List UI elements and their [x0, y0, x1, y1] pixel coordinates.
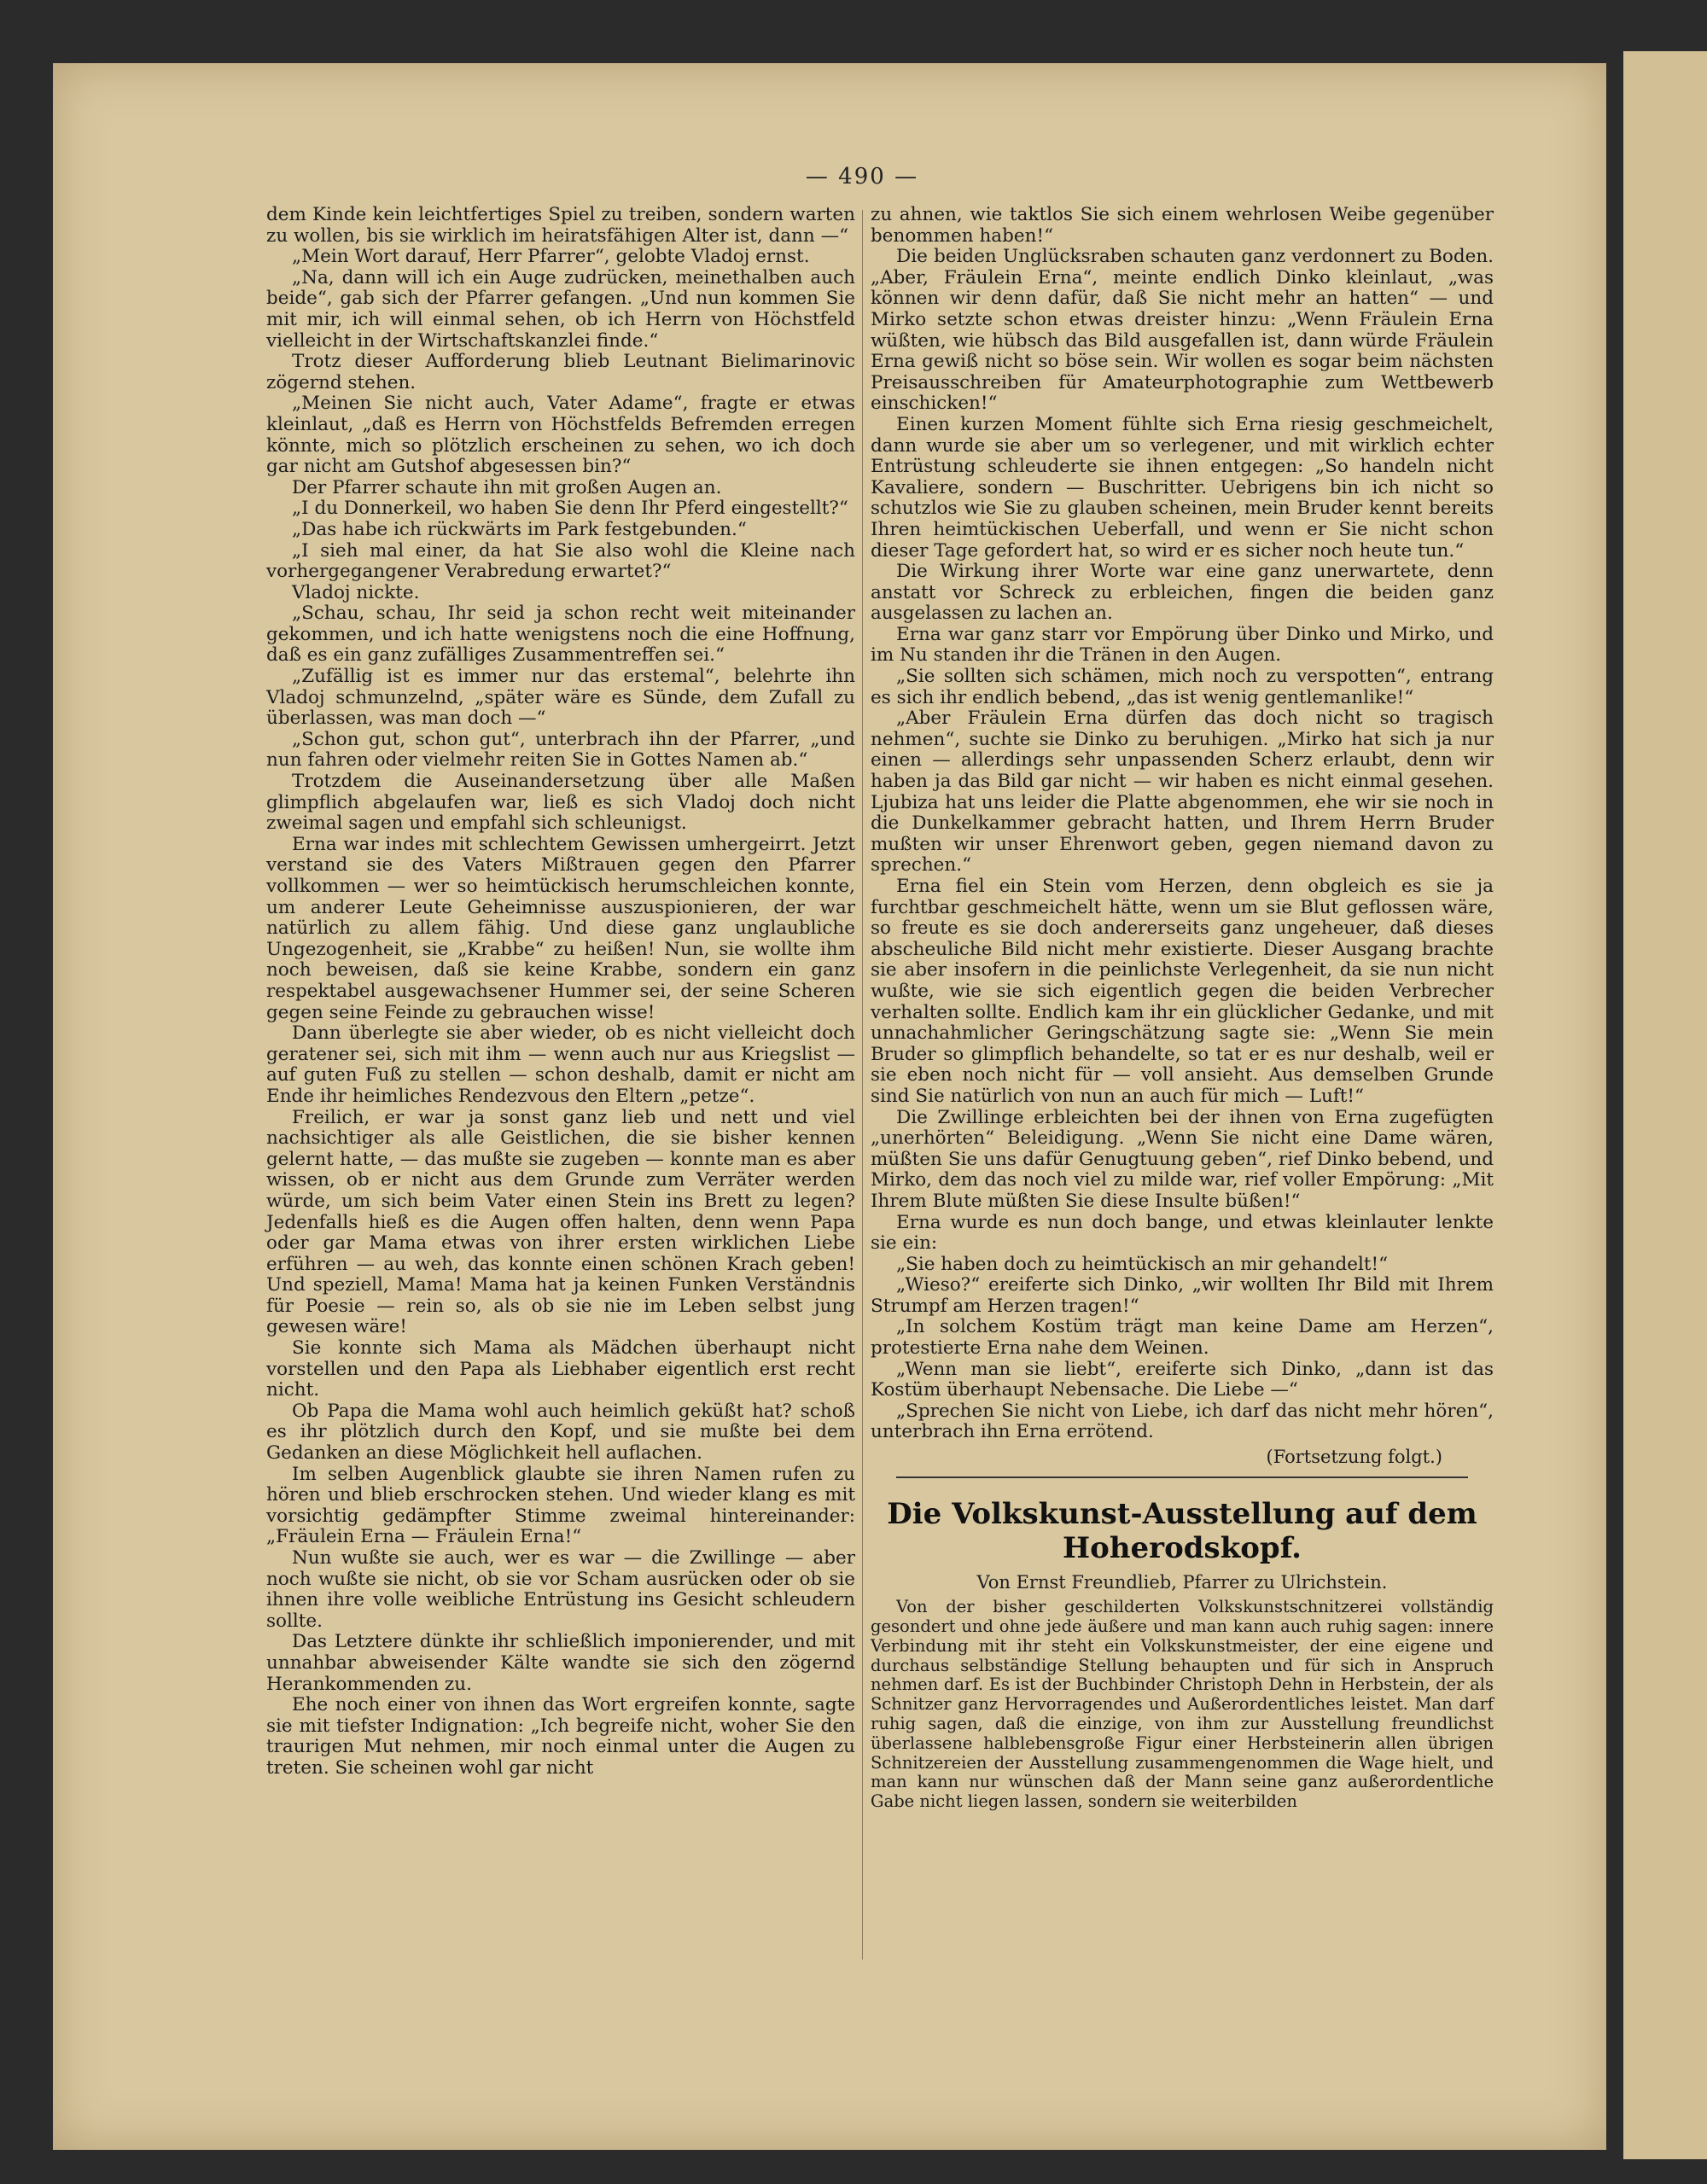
paragraph: Trotz dieser Aufforderung blieb Leutnant Bielimarinovic zögernd stehen. [266, 351, 855, 393]
paragraph: „Zufällig ist es immer nur das erstemal“, belehrte ihn Vladoj schmunzelnd, „später wäre es Sünde, dem Zufall zu überlassen, was man doch —“ [266, 666, 855, 730]
paragraph: Trotzdem die Auseinandersetzung über alle Maßen glimpflich abgelaufen war, ließ es sich Vladoj doch nicht zweimal sagen und empfahl sich schleunigst. [266, 771, 855, 835]
paragraph: „Wieso?“ ereiferte sich Dinko, „wir wollten Ihr Bild mit Ihrem Strumpf am Herzen tragen!“ [871, 1274, 1494, 1317]
paragraph: „I du Donnerkeil, wo haben Sie denn Ihr Pferd eingestellt?“ [292, 498, 848, 520]
paragraph: Einen kurzen Moment fühlte sich Erna riesig geschmeichelt, dann wurde sie aber um so verlegener, und mit wirklich echter Entrüstung schleuderte sie ihnen entgegen: „So handeln nicht Kavaliere, sondern — Buschritter. Uebrigens bin ich nicht so schutzlos wie Sie zu glauben scheinen, mein Bruder kennt bereits Ihren heimtückischen Ueberfall, und wenn er Sie nicht schon dieser Tage gefordert hat, so wird er es sicher noch heute tun.“ [871, 413, 1494, 562]
paragraph: „Sprechen Sie nicht von Liebe, ich darf das nicht mehr hören“, unterbrach ihn Erna errötend. [871, 1400, 1494, 1443]
article-title: Die Volkskunst-Ausstellung auf dem Hoherodskopf. [887, 1496, 1477, 1565]
article-byline: Von Ernst Freundlieb, Pfarrer zu Ulrichstein. [976, 1571, 1388, 1593]
paragraph: Nun wußte sie auch, wer es war — die Zwillinge — aber noch wußte sie nicht, ob sie vor Scham ausrücken oder ob sie ihnen ihre volle weibliche Entrüstung ins Gesicht schleudern sollte. [266, 1547, 855, 1632]
paragraph: Die Zwillinge erbleichten bei der ihnen von Erna zugefügten „unerhörten“ Beleidigung. „Wenn Sie nicht eine Dame wären, müßten Sie uns dafür Genugtuung geben“, rief Dinko bebend, und Mirko, dem das noch viel zu milde war, rief voller Empörung: „Mit Ihrem Blute müßten Sie diese Insulte büßen!“ [871, 1106, 1494, 1212]
paragraph: Die Wirkung ihrer Worte war eine ganz unerwartete, denn anstatt vor Schreck zu erbleichen, fingen die beiden ganz ausgelassen zu lachen an. [871, 561, 1494, 625]
paragraph: „I sieh mal einer, da hat Sie also wohl die Kleine nach vorhergegangener Verabredung erwartet?“ [266, 539, 855, 583]
paragraph: „In solchem Kostüm trägt man keine Dame am Herzen“, protestierte Erna nahe dem Weinen. [871, 1316, 1494, 1360]
paragraph: Das Letztere dünkte ihr schließlich imponierender, und mit unnahbar abweisender Kälte wandte sie sich den zögernd Herankommenden zu. [266, 1631, 855, 1695]
paragraph: Erna war ganz starr vor Empörung über Dinko und Mirko, und im Nu standen ihr die Tränen in den Augen. [871, 623, 1494, 667]
paragraph: Erna wurde es nun doch bange, und etwas kleinlauter lenkte sie ein: [871, 1211, 1494, 1255]
paragraph: „Das habe ich rückwärts im Park festgebunden.“ [292, 518, 747, 540]
paragraph: Vladoj nickte. [292, 581, 420, 603]
paragraph: Ehe noch einer von ihnen das Wort ergreifen konnte, sagte sie mit tiefster Indignation: „Ich begreife nicht, woher Sie den traurigen Mut nehmen, mir noch einmal unter die Augen zu treten. Sie scheinen wohl gar nicht [266, 1694, 855, 1779]
paragraph: „Na, dann will ich ein Auge zudrücken, meinethalben auch beide“, gab sich der Pfarrer gefangen. „Und nun kommen Sie mit mir, ich will einmal sehen, ob ich Herrn von Höchstfeld vielleicht in der Wirtschaftskanzlei finde.“ [266, 266, 855, 352]
page-number: — 490 — [805, 164, 919, 189]
section-rule [896, 1476, 1468, 1478]
paragraph: „Mein Wort darauf, Herr Pfarrer“, gelobte Vladoj ernst. [292, 246, 810, 268]
paragraph: Sie konnte sich Mama als Mädchen überhaupt nicht vorstellen und den Papa als Liebhaber eigentlich erst recht nicht. [266, 1337, 855, 1401]
paragraph: Im selben Augenblick glaubte sie ihren Namen rufen zu hören und blieb erschrocken stehen. Und wieder klang es mit vorsichtig gedämpfter Stimme zweimal hintereinander: „Fräulein Erna — Fräulein Erna!“ [266, 1463, 855, 1548]
paragraph: dem Kinde kein leichtfertiges Spiel zu treiben, sondern warten zu wollen, bis sie wirklich im heiratsfähigen Alter ist, dann —“ [266, 204, 855, 247]
right-column [871, 205, 1494, 1812]
paragraph: „Schau, schau, Ihr seid ja schon recht weit miteinander gekommen, und ich hatte wenigstens noch die eine Hoffnung, daß es ein ganz zufälliges Zusammentreffen sei.“ [266, 603, 855, 667]
continuation-note: (Fortsetzung folgt.) [1266, 1447, 1442, 1468]
paragraph: zu ahnen, wie taktlos Sie sich einem wehrlosen Weibe gegenüber benommen haben!“ [871, 204, 1494, 247]
adjacent-page-edge [1623, 51, 1707, 2159]
paragraph: Erna war indes mit schlechtem Gewissen umhergeirrt. Jetzt verstand sie des Vaters Mißtrauen gegen den Pfarrer vollkommen — wer so heimtückisch herumschleichen konnte, um anderer Leute Geheimnisse auszuspionieren, der war natürlich zu allem fähig. Und diese ganz unglaubliche Ungezogenheit, sie „Krabbe“ zu heißen! Nun, sie wollte ihm noch beweisen, daß sie keine Krabbe, sondern ein ganz respektabel ausgewachsener Hummer sei, der seine Scheren gegen seine Feinde zu gebrauchen wisse! [266, 833, 855, 1023]
paragraph: Der Pfarrer schaute ihn mit großen Augen an. [292, 476, 722, 498]
left-column [266, 205, 855, 1779]
paragraph: Die beiden Unglücksraben schauten ganz verdonnert zu Boden. „Aber, Fräulein Erna“, meinte endlich Dinko kleinlaut, „was können wir denn dafür, daß Sie nicht mehr an hatten“ — und Mirko setzte schon etwas dreister hinzu: „Wenn Fräulein Erna wüßten, wie hübsch das Bild ausgefallen ist, dann würde Fräulein Erna gewiß nicht so böse sein. Wir wollen es sogar beim nächsten Preisausschreiben für Amateurphotographie zum Wettbewerb einschicken!“ [871, 246, 1494, 415]
paragraph: „Meinen Sie nicht auch, Vater Adame“, fragte er etwas kleinlaut, „daß es Herrn von Höchstfelds Befremden erregen könnte, mich so plötzlich erscheinen zu sehen, wo ich doch gar nicht am Gutshof abgesessen bin?“ [266, 393, 855, 478]
paragraph: „Sie sollten sich schämen, mich noch zu verspotten“, entrang es sich ihr endlich bebend, „das ist wenig gentlemanlike!“ [871, 666, 1494, 708]
paragraph: „Wenn man sie liebt“, ereiferte sich Dinko, „dann ist das Kostüm überhaupt Nebensache. Die Liebe —“ [871, 1358, 1494, 1401]
paragraph: Dann überlegte sie aber wieder, ob es nicht vielleicht doch geratener sei, sich mit ihm — wenn auch nur aus Kriegslist — auf guten Fuß zu stellen — schon deshalb, damit er nicht am Ende ihr heimliches Rendezvous den Eltern „petze“. [266, 1022, 855, 1107]
paragraph: „Sie haben doch zu heimtückisch an mir gehandelt!“ [896, 1253, 1389, 1275]
paragraph: „Aber Fräulein Erna dürfen das doch nicht so tragisch nehmen“, suchte sie Dinko zu beruhigen. „Mirko hat sich ja nur einen — allerdings sehr unpassenden Scherz erlaubt, denn wir haben ja das Bild gar nicht — wir haben es nicht einmal gesehen. Ljubiza hat uns leider die Platte abgenommen, ehe wir sie noch in die Dunkelkammer gebracht hatten, und Ihrem Herrn Bruder mußten wir unser Ehrenwort geben, gegen niemand davon zu sprechen.“ [871, 708, 1494, 877]
paragraph: Freilich, er war ja sonst ganz lieb und nett und viel nachsichtiger als alle Geistlichen, die sie bisher kennen gelernt hatte, — das mußte sie zugeben — konnte man es aber wissen, ob er nicht aus dem Grunde zum Verräter werden würde, um sich beim Vater einen Stein ins Brett zu legen? Jedenfalls hieß es die Augen offen halten, denn wenn Papa oder gar Mama etwas von ihrer ersten wirklichen Liebe erführen — au weh, das konnte einen schönen Krach geben! Und speziell, Mama! Mama hat ja keinen Funken Verständnis für Poesie — rein so, als ob sie nie im Leben selbst jung gewesen wäre! [266, 1106, 855, 1338]
paragraph: Erna fiel ein Stein vom Herzen, denn obgleich es sie ja furchtbar geschmeichelt hätte, wenn um sie Blut geflossen wäre, so freute es sie doch andererseits ganz ungeheuer, daß dieses abscheuliche Bild nicht mehr existierte. Dieser Ausgang brachte sie aber insofern in die peinlichste Verlegenheit, da sie nun nicht wußte, wie sie sich eigentlich gegen die beiden Verbrecher verhalten sollte. Endlich kam ihr ein glücklicher Gedanke, und mit unnachahmlicher Geringschätzung sagte sie: „Wenn Sie mein Bruder so glimpflich behandelte, so tat er es nur deshalb, weil er sie eben noch nicht für — voll ansieht. Aus demselben Grunde sind Sie natürlich von nun an auch für mich — Luft!“ [871, 876, 1494, 1107]
article-body: Von der bisher geschilderten Volkskunstschnitzerei vollständig gesondert und ohne jede äußere und man kann auch ruhig sagen: innere Verbindung mit ihr steht ein Volkskunstmeister, der eine eigene und durchaus selbständige Stellung behaupten und für sich in Anspruch nehmen darf. Es ist der Buchbinder Christoph Dehn in Herbstein, der als Schnitzer ganz Hervorragendes und Außerordentliches leistet. Man darf ruhig sagen, daß die einzige, von ihm zur Ausstellung freundlichst überlassene halblebensgroße Figur einer Herbsteinerin allen übrigen Schnitzereien der Ausstellung zusammengenommen die Wage hielt, und man kann nur wünschen daß der Mann seine ganz außerordentliche Gabe nicht liegen lassen, sondern sie weiterbilden [871, 1597, 1494, 1812]
paragraph: Ob Papa die Mama wohl auch heimlich geküßt hat? schoß es ihr plötzlich durch den Kopf, und sie mußte bei dem Gedanken an diese Möglichkeit hell auflachen. [266, 1400, 855, 1465]
column-divider [862, 210, 863, 1960]
paragraph: „Schon gut, schon gut“, unterbrach ihn der Pfarrer, „und nun fahren oder vielmehr reiten Sie in Gottes Namen ab.“ [266, 728, 855, 772]
